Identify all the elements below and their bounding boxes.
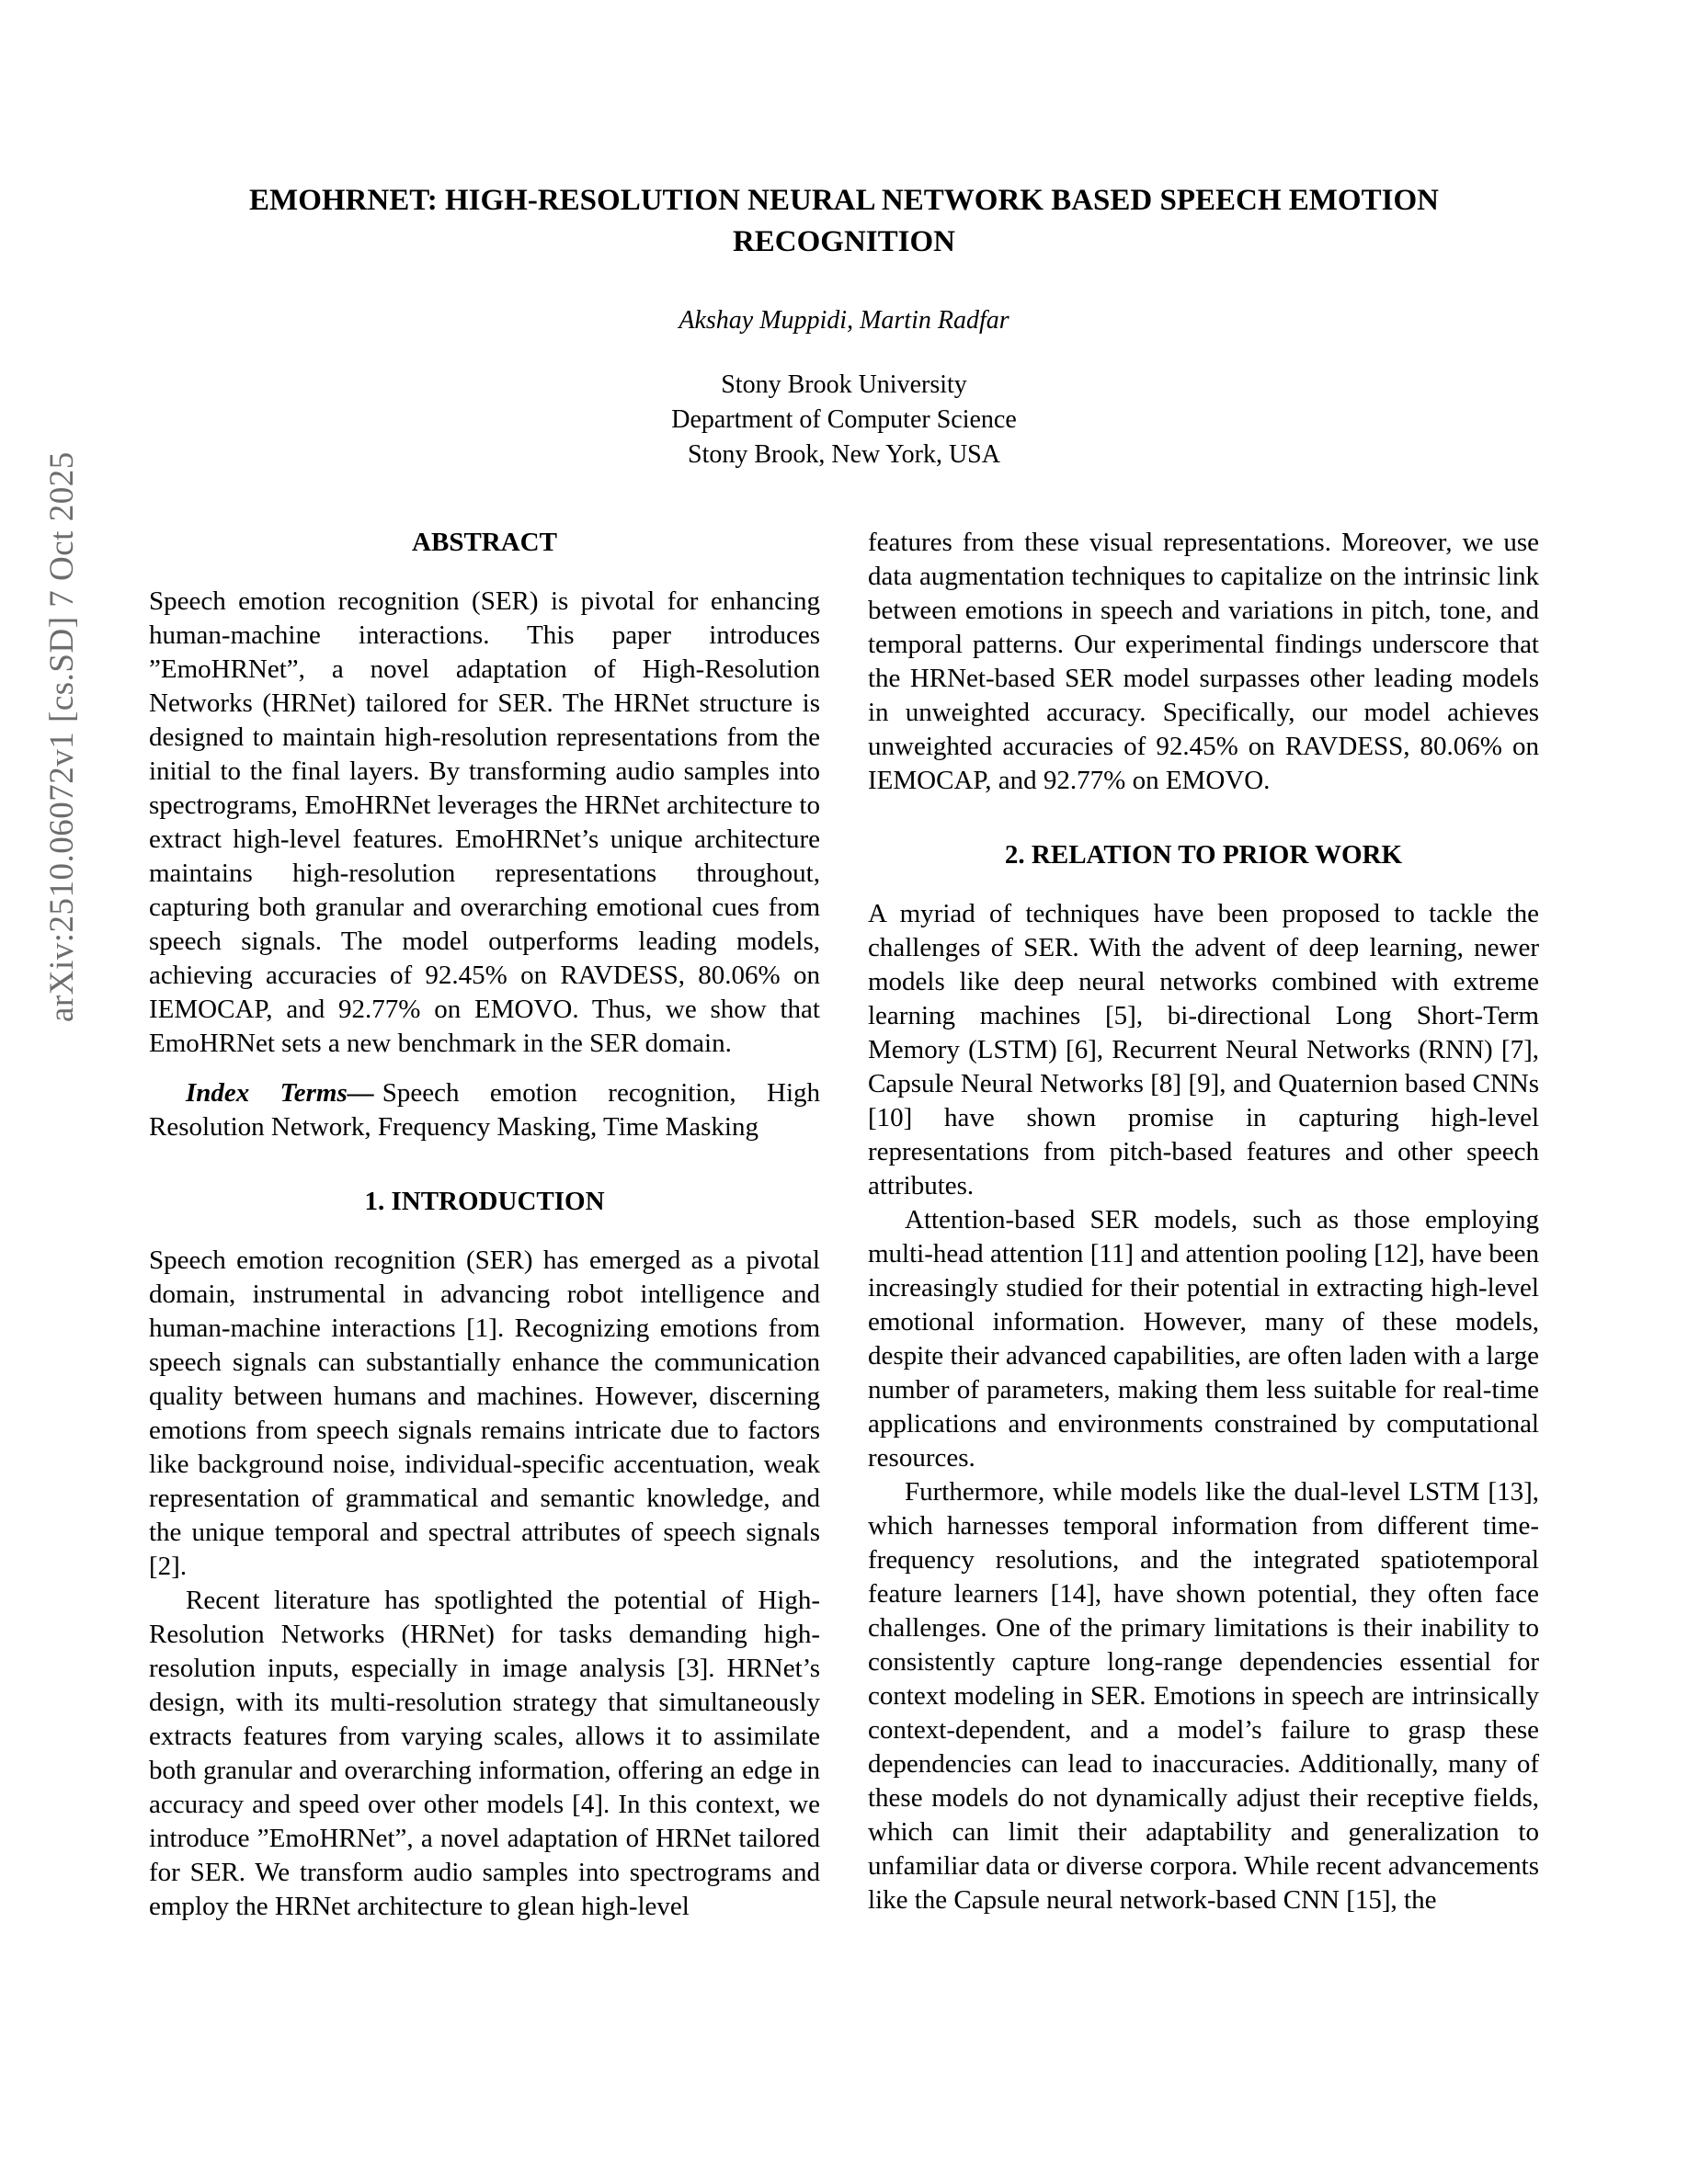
prior-work-paragraph-3: Furthermore, while models like the dual-level LSTM [13], which harnesses temporal information from different time-frequency resolutions, and the integrated spatiotemporal feature learners [14], have shown potential, they often face challenges. One of the primary limitations is their inability to consistently capture long-range dependencies essential for context modeling in SER. Emotions in speech are intrinsically context-dependent, and a model’s failure to grasp these dependencies can lead to inaccuracies. Additionally, many of these models do not dynamically adjust their receptive fields, which can limit their adaptability and generalization to unfamiliar data or diverse corpora. While recent advancements like the Capsule neural network-based CNN [15], the [868,1477,1539,1915]
index-terms-label: Index Terms— [186,1078,374,1108]
paper-header [149,180,1539,472]
abstract-heading: ABSTRACT [412,528,557,557]
left-column [149,526,820,1924]
index-terms-text: Speech emotion recognition, High Resolution Network, Frequency Masking, Time Masking [149,1078,821,1142]
prior-work-paragraph-2: Attention-based SER models, such as those employing multi-head attention [11] and attention pooling [12], have been increasingly studied for their potential in extracting high-level emotional information. However, many of these models, despite their advanced capabilities, are often laden with a large number of parameters, making them less suitable for real-time applications and environments constrained by computational resources. [868,1205,1539,1473]
affiliation-line-department: Department of Computer Science [671,405,1017,434]
prior-work-heading: 2. RELATION TO PRIOR WORK [1004,840,1403,870]
intro-paragraph-1: Speech emotion recognition (SER) has emerged as a pivotal domain, instrumental in advancing robot intelligence and human-machine interactions [1]. Recognizing emotions from speech signals can substantially enhance the communication quality between humans and machines. However, discerning emotions from speech signals remains intricate due to factors like background noise, individual-specific accentuation, weak representation of grammatical and semantic knowledge, and the unique temporal and spectral attributes of speech signals [2]. [149,1246,820,1581]
abstract-text: Speech emotion recognition (SER) is pivotal for enhancing human-machine interactions. This paper introduces ”EmoHRNet”, a novel adaptation of High-Resolution Networks (HRNet) tailored for SER. The HRNet structure is designed to maintain high-resolution representations from the initial to the final layers. By transforming audio samples into spectrograms, EmoHRNet leverages the HRNet architecture to extract high-level features. EmoHRNet’s unique architecture maintains high-resolution representations throughout, capturing both granular and overarching emotional cues from speech signals. The model outperforms leading models, achieving accuracies of 92.45% on RAVDESS, 80.06% on IEMOCAP, and 92.77% on EMOVO. Thus, we show that EmoHRNet sets a new benchmark in the SER domain. [149,586,820,1058]
index-terms [149,1076,820,1144]
paper-affiliation [149,368,1539,472]
intro-paragraph-2-continued: features from these visual representations. Moreover, we use data augmentation techniques to capitalize on the intrinsic link between emotions in speech and variations in pitch, tone, and temporal patterns. Our experimental findings underscore that the HRNet-based SER model surpasses other leading models in unweighted accuracy. Specifically, our model achieves unweighted accuracies of 92.45% on RAVDESS, 80.06% on IEMOCAP, and 92.77% on EMOVO. [868,528,1539,795]
introduction-heading: 1. INTRODUCTION [364,1187,605,1216]
paper-title: EMOHRNET: HIGH-RESOLUTION NEURAL NETWORK BASED SPEECH EMOTION RECOGNITION [249,184,1439,258]
two-column-body [149,526,1539,1924]
right-column [868,526,1539,1924]
paper-authors: Akshay Muppidi, Martin Radfar [679,306,1009,335]
arxiv-watermark: arXiv:2510.06072v1 [cs.SD] 7 Oct 2025 [43,451,81,1022]
prior-work-paragraph-1: A myriad of techniques have been proposed to tackle the challenges of SER. With the advent of deep learning, newer models like deep neural networks combined with extreme learning machines [5], bi-directional Long Short-Term Memory (LSTM) [6], Recurrent Neural Networks (RNN) [7], Capsule Neural Networks [8] [9], and Quaternion based CNNs [10] have shown promise in capturing high-level representations from pitch-based features and other speech attributes. [868,899,1539,1200]
intro-paragraph-2: Recent literature has spotlighted the potential of High-Resolution Networks (HRNet) for tasks demanding high-resolution inputs, especially in image analysis [3]. HRNet’s design, with its multi-resolution strategy that simultaneously extracts features from varying scales, allows it to assimilate both granular and overarching information, offering an edge in accuracy and speed over other models [4]. In this context, we introduce ”EmoHRNet”, a novel adaptation of HRNet tailored for SER. We transform audio samples into spectrograms and employ the HRNet architecture to glean high-level [149,1586,820,1921]
affiliation-line-location: Stony Brook, New York, USA [688,440,1000,469]
affiliation-line-institution: Stony Brook University [721,370,967,399]
